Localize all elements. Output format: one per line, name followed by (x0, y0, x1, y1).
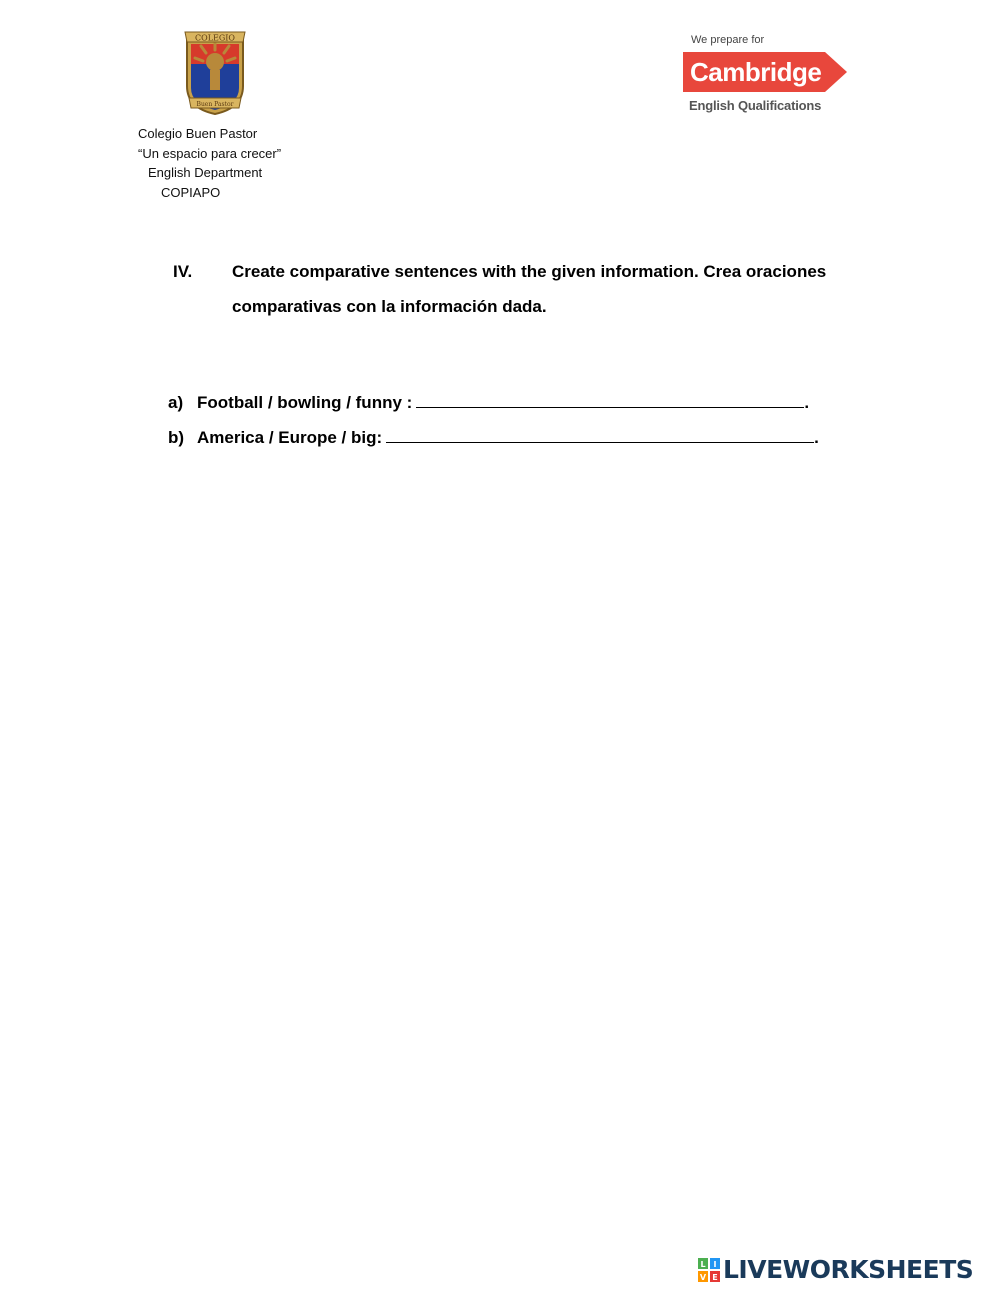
exercise-item-b (168, 423, 819, 458)
school-crest-logo (183, 28, 247, 116)
school-name: Colegio Buen Pastor (138, 126, 258, 141)
item-end: . (814, 428, 819, 447)
liveworksheets-logo (698, 1256, 973, 1284)
cambridge-badge (683, 52, 848, 92)
answer-blank-a[interactable] (416, 389, 804, 408)
item-letter: a) (168, 393, 184, 412)
item-prompt: America / Europe / big: (197, 428, 383, 447)
crest-top-text: COLEGIO (195, 33, 235, 43)
school-department: English Department (148, 165, 263, 180)
exercise-item-a (168, 388, 819, 423)
item-letter: b) (168, 428, 185, 447)
instruction-text: Create comparative sentences with the given information. Crea oraciones comparativas con la información dada. (232, 262, 827, 316)
icon-letter: L (700, 1260, 706, 1269)
instruction (173, 254, 853, 324)
item-end: . (804, 393, 810, 412)
icon-letter: V (699, 1273, 707, 1282)
answer-blank-b[interactable] (386, 424, 814, 443)
school-motto: “Un espacio para crecer” (138, 145, 282, 161)
liveworksheets-icon (698, 1258, 720, 1282)
school-info (138, 124, 281, 202)
exercise-list (168, 388, 819, 458)
school-city: COPIAPO (161, 184, 221, 200)
icon-letter: I (713, 1260, 717, 1269)
cambridge-tagline: We prepare for (691, 34, 765, 46)
icon-letter: E (712, 1273, 718, 1282)
instruction-number: IV. (173, 262, 193, 281)
item-prompt: Football / bowling / funny : (197, 393, 413, 412)
cambridge-logo (683, 34, 853, 118)
cambridge-brand: Cambridge (690, 57, 822, 87)
cambridge-subtitle: English Qualifications (689, 98, 822, 113)
liveworksheets-text: LIVEWORKSHEETS (723, 1255, 974, 1284)
crest-bottom-text: Buen Pastor (196, 101, 234, 108)
